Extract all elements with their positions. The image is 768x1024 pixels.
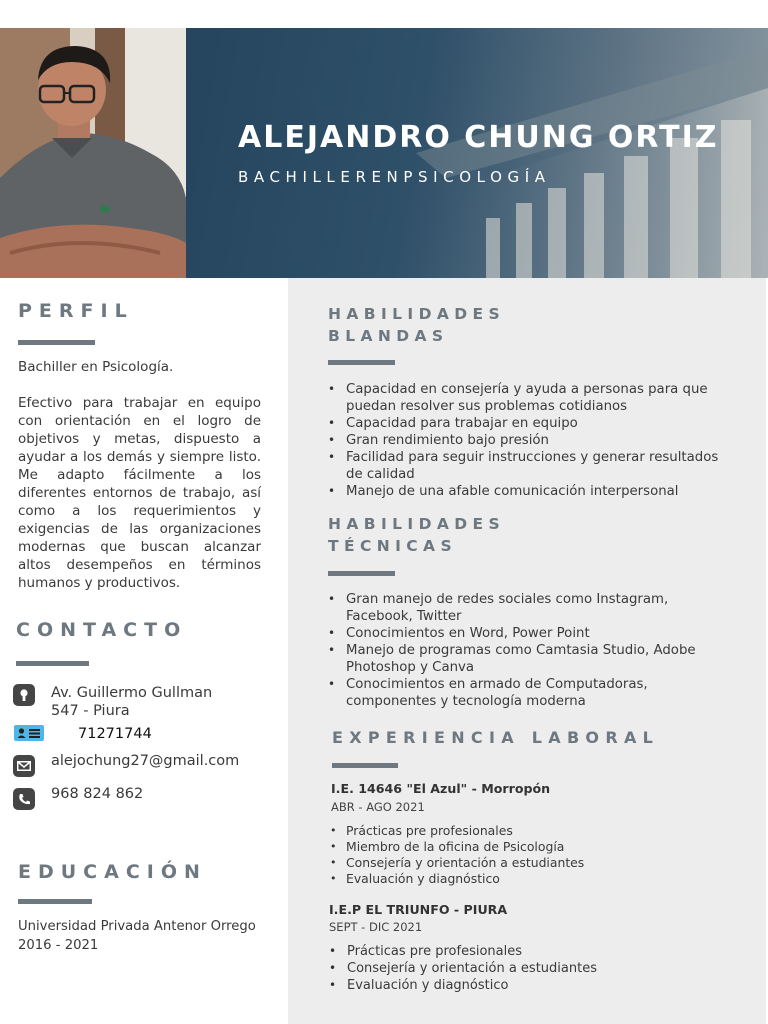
candidate-name: ALEJANDRO CHUNG ORTIZ <box>238 120 719 155</box>
perfil-body: Efectivo para trabajar en equipo con orientación en el logro de objetivos y metas, dispuesto a ayudar a los demás y siempre listo. Me adapto fácilmente a los diferentes entornos de trabajo, así como a los requerimientos y exigencias de las organizaciones modernas que buscan alcanzar altos desempeños en términos humanos y productivos. <box>18 395 261 591</box>
list-item: • Consejería y orientación a estudiantes <box>330 855 730 871</box>
list-item: • Gran manejo de redes sociales como Instagram, Facebook, Twitter <box>328 591 728 625</box>
profile-photo-illustration <box>0 28 186 278</box>
tecnicas-heading <box>328 513 505 557</box>
list-item: • Prácticas pre profesionales <box>330 823 730 839</box>
tecnicas-list <box>328 591 728 710</box>
phone-icon <box>13 788 35 810</box>
list-item: • Manejo de una afable comunicación interpersonal <box>328 483 728 500</box>
list-item: • Gran rendimiento bajo presión <box>328 432 728 449</box>
dni-number: 71271744 <box>78 726 152 742</box>
contact-address <box>13 684 212 720</box>
contacto-divider <box>16 661 89 666</box>
tecnicas-heading-line2: TÉCNICAS <box>328 537 458 555</box>
right-column <box>288 278 768 1024</box>
phone-number[interactable]: 968 824 862 <box>51 786 144 802</box>
contact-phone <box>13 788 143 810</box>
perfil-divider <box>18 340 95 345</box>
job-2-duties <box>329 943 729 994</box>
perfil-intro: Bachiller en Psicología. <box>18 359 174 375</box>
tecnicas-heading-line1: HABILIDADES <box>328 515 506 533</box>
address-line-1: Av. Guillermo Gullman <box>51 685 213 701</box>
list-item: • Facilidad para seguir instrucciones y generar resultados de calidad <box>328 449 728 483</box>
list-item: • Consejería y orientación a estudiantes <box>329 960 729 977</box>
list-item: • Miembro de la oficina de Psicología <box>330 839 730 855</box>
list-item: • Evaluación y diagnóstico <box>330 871 730 887</box>
list-item: • Capacidad para trabajar en equipo <box>328 415 728 432</box>
header-band <box>0 28 768 278</box>
list-item: • Conocimientos en Word, Power Point <box>328 625 728 642</box>
job-1-duties <box>330 823 730 887</box>
id-card-icon <box>14 725 44 741</box>
contact-email <box>13 755 239 777</box>
header-banner <box>186 28 768 278</box>
list-item: • Prácticas pre profesionales <box>329 943 729 960</box>
blandas-heading-line1: HABILIDADES <box>328 305 506 323</box>
educacion-divider <box>18 899 92 904</box>
experiencia-divider <box>332 763 398 768</box>
contacto-heading: CONTACTO <box>16 619 188 641</box>
tecnicas-divider <box>328 571 395 576</box>
list-item: • Conocimientos en armado de Computadoras, componentes y tecnología moderna <box>328 676 728 710</box>
profile-photo <box>0 28 186 278</box>
keyhole-location-icon <box>13 684 35 706</box>
blandas-divider <box>328 360 395 365</box>
job-date-1: ABR - AGO 2021 <box>331 800 425 814</box>
mail-icon <box>13 755 35 777</box>
education-school: Universidad Privada Antenor Orrego <box>18 919 256 934</box>
perfil-heading: PERFIL <box>18 300 134 322</box>
education-years: 2016 - 2021 <box>18 938 99 953</box>
list-item: • Manejo de programas como Camtasia Studio, Adobe Photoshop y Canva <box>328 642 728 676</box>
job-title-1: I.E. 14646 "El Azul" - Morropón <box>331 781 551 796</box>
candidate-degree: BACHILLERENPSICOLOGÍA <box>238 168 551 186</box>
experiencia-heading: EXPERIENCIA LABORAL <box>332 728 660 747</box>
address-line-2: 547 - Piura <box>51 703 130 719</box>
left-column <box>0 278 288 1024</box>
list-item: • Evaluación y diagnóstico <box>329 977 729 994</box>
job-date-2: SEPT - DIC 2021 <box>329 920 423 934</box>
list-item: • Capacidad en consejería y ayuda a personas para que puedan resolver sus problemas cotidianos <box>328 381 728 415</box>
blandas-heading-line2: BLANDAS <box>328 327 449 345</box>
job-title-2: I.E.P EL TRIUNFO - PIURA <box>329 902 508 917</box>
blandas-heading <box>328 303 505 347</box>
blandas-list <box>328 381 728 500</box>
email-link[interactable]: alejochung27@gmail.com <box>51 753 240 769</box>
educacion-heading: EDUCACIÓN <box>18 861 207 883</box>
contact-id <box>14 725 152 743</box>
